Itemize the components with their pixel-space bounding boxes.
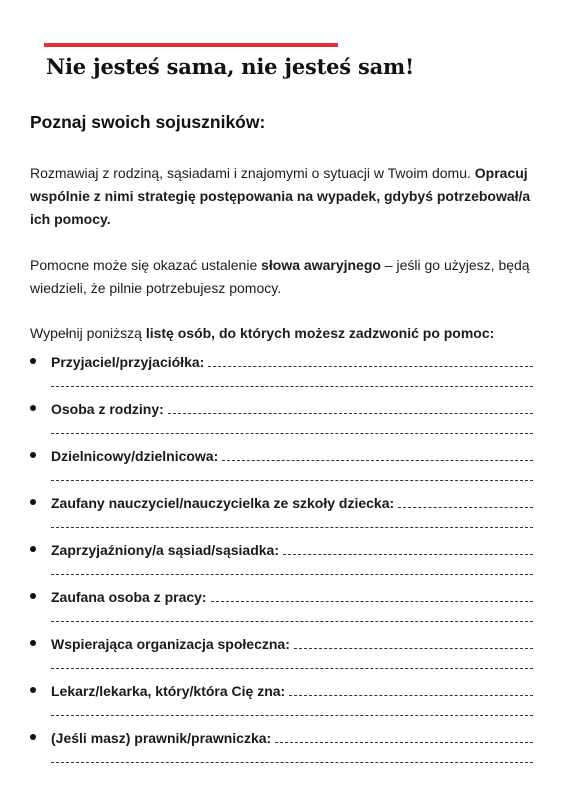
fill-in-line[interactable] (398, 493, 533, 508)
contact-label: (Jeśli masz) prawnik/prawniczka: (51, 730, 272, 746)
fill-in-line-second[interactable] (51, 668, 533, 669)
contact-label: Dzielnicowy/dzielnicowa: (51, 448, 219, 464)
bullet (30, 593, 36, 599)
fill-in-line[interactable] (275, 728, 533, 743)
contact-label: Wspierająca organizacja społeczna: (51, 636, 290, 652)
contact-item (0, 493, 563, 540)
bullet (30, 687, 36, 693)
safe-word-post: – jeśli go użyjesz, będą wiedzieli, że pilnie potrzebujesz pomocy. (30, 257, 530, 296)
bullet (30, 640, 36, 646)
contact-item (0, 681, 563, 728)
fill-in-line[interactable] (283, 540, 533, 555)
contact-label: Przyjaciel/przyjaciółka: (51, 354, 205, 370)
contacts-list (0, 352, 563, 775)
contact-label: Lekarz/lekarka, który/która Cię zna: (51, 683, 286, 699)
fill-in-line[interactable] (294, 634, 533, 649)
contact-item (0, 540, 563, 587)
accent-bar (44, 43, 338, 47)
safe-word-pre: Pomocne może się okazać ustalenie (30, 257, 262, 273)
intro-text: Rozmawiaj z rodziną, sąsiadami i znajomymi o sytuacji w Twoim domu. (30, 165, 471, 181)
contact-label: Zaufana osoba z pracy: (51, 589, 207, 605)
bullet (30, 405, 36, 411)
bullet (30, 734, 36, 740)
fill-in-line[interactable] (289, 681, 533, 696)
section-heading: Poznaj swoich sojuszników: (30, 112, 266, 132)
safe-word-term: słowa awaryjnego (261, 257, 381, 273)
fill-in-line[interactable] (211, 587, 533, 602)
contact-label: Osoba z rodziny: (51, 401, 164, 417)
bullet (30, 452, 36, 458)
fill-in-line-second[interactable] (51, 574, 533, 575)
contact-item (0, 352, 563, 399)
intro-paragraph (30, 162, 540, 231)
contact-item (0, 446, 563, 493)
bullet (30, 546, 36, 552)
fill-in-line-second[interactable] (51, 621, 533, 622)
fill-in-line-second[interactable] (51, 386, 533, 387)
fill-in-line[interactable] (208, 352, 533, 367)
fill-in-line-second[interactable] (51, 762, 533, 763)
intro-bold-text: Opracuj wspólnie z nimi strategię postępowania na wypadek, gdybyś potrzebował/a ich pomocy. (30, 165, 531, 227)
bullet (30, 499, 36, 505)
fill-in-line[interactable] (168, 399, 533, 414)
contact-item (0, 634, 563, 681)
contact-item (0, 728, 563, 775)
contact-label: Zaprzyjaźniony/a sąsiad/sąsiadka: (51, 542, 279, 558)
fill-in-line[interactable] (222, 446, 533, 461)
contact-item (0, 399, 563, 446)
fill-in-line-second[interactable] (51, 715, 533, 716)
page-title: Nie jesteś sama, nie jesteś sam! (46, 54, 415, 79)
fill-in-line-second[interactable] (51, 527, 533, 528)
list-instructions (30, 322, 540, 345)
fill-in-line-second[interactable] (51, 433, 533, 434)
list-instructions-bold: listę osób, do których możesz zadzwonić po pomoc: (145, 325, 495, 341)
list-instructions-pre: Wypełnij poniższą (30, 325, 146, 341)
fill-in-line-second[interactable] (51, 480, 533, 481)
safe-word-paragraph (30, 254, 540, 300)
contact-label: Zaufany nauczyciel/nauczycielka ze szkoły dziecka: (51, 495, 395, 511)
bullet (30, 358, 36, 364)
contact-item (0, 587, 563, 634)
